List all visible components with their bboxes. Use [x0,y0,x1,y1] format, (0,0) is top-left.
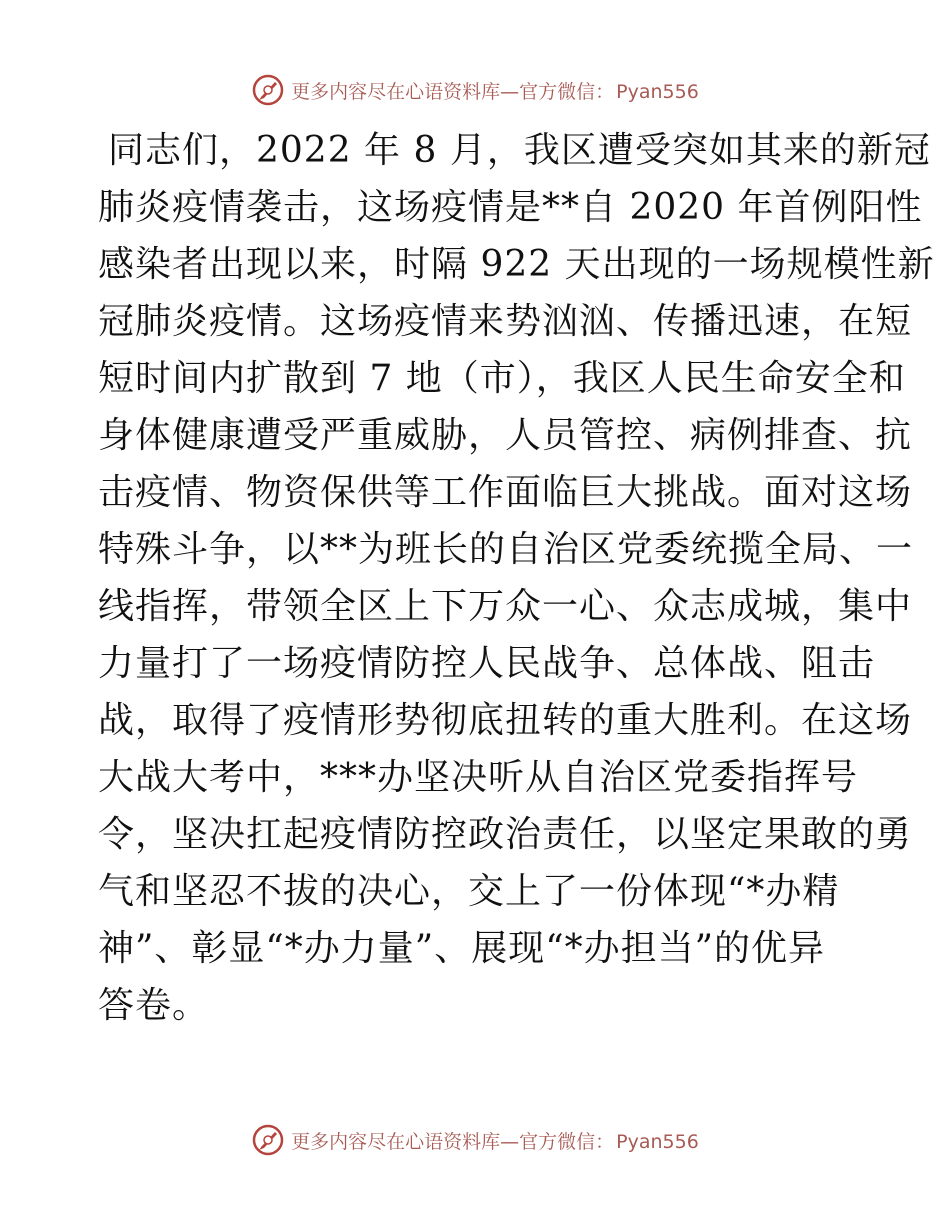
quill-pen-logo-icon [251,1123,285,1157]
body-line: 特殊斗争，以**为班长的自治区党委统揽全局、一 [98,529,914,570]
body-line: 短时间内扩散到 7 地（市），我区人民生命安全和 [98,358,906,399]
footer-banner [0,1120,950,1160]
header-banner-label: 更多内容尽在心语资料库—官方微信： [291,80,615,103]
body-line: 同志们，2022 年 8 月，我区遭受突如其来的新冠 [108,130,931,171]
header-banner [0,70,950,110]
quill-pen-logo-icon [251,73,285,107]
footer-wechat-id: Pyan556 [616,1130,699,1153]
document-body [98,122,935,1034]
body-line: 神”、彰显“*办力量”、展现“*办担当”的优异 [98,928,826,969]
body-line: 力量打了一场疫情防控人民战争、总体战、阻击 [98,643,876,684]
header-wechat-id: Pyan556 [616,80,699,103]
body-line: 冠肺炎疫情。这场疫情来势汹汹、传播迅速，在短 [98,301,913,342]
body-line: 答卷。 [98,985,210,1026]
body-line: 击疫情、物资保供等工作面临巨大挑战。面对这场 [98,472,913,513]
body-line: 线指挥，带领全区上下万众一心、众志成城，集中 [98,586,913,627]
body-line: 身体健康遭受严重威胁，人员管控、病例排查、抗 [98,415,913,456]
body-line: 令，坚决扛起疫情防控政治责任，以坚定果敢的勇 [98,814,913,855]
header-banner-text [291,77,699,104]
body-line: 战，取得了疫情形势彻底扭转的重大胜利。在这场 [98,700,913,741]
footer-banner-text [291,1127,699,1154]
footer-banner-label: 更多内容尽在心语资料库—官方微信： [291,1130,615,1153]
body-line: 气和坚忍不拔的决心，交上了一份体现“*办精 [98,871,840,912]
body-line: 大战大考中，***办坚决听从自治区党委指挥号 [98,757,859,798]
body-line: 肺炎疫情袭击，这场疫情是**自 2020 年首例阳性 [98,187,923,228]
body-line: 感染者出现以来，时隔 922 天出现的一场规模性新 [98,244,935,285]
